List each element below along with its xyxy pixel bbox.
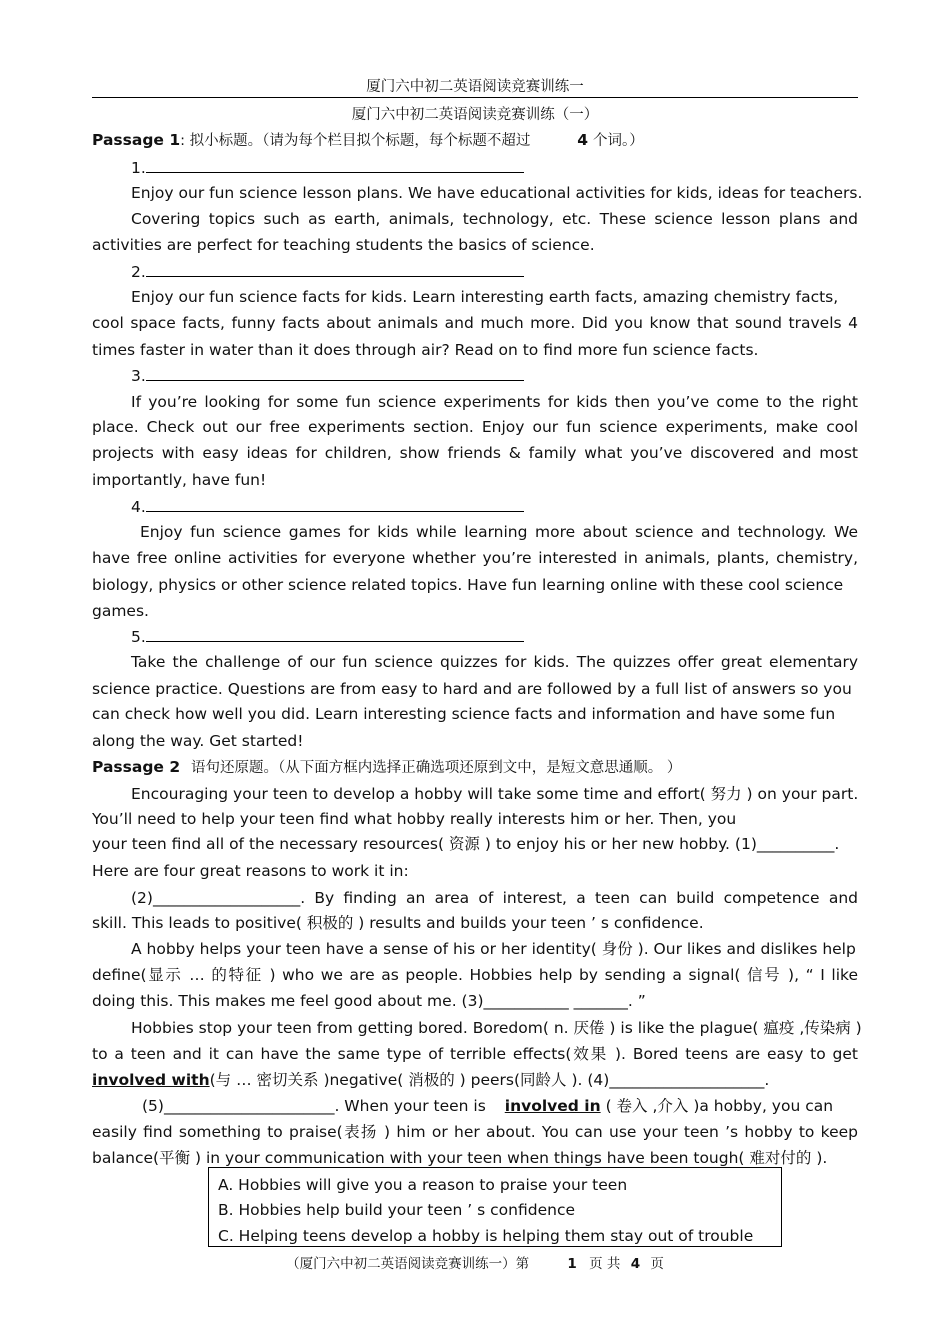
heading-blank-1[interactable]: 1.	[131, 158, 858, 178]
passage2-line: doing this. This makes me feel good about me. (3)___________ _______. ”	[92, 992, 646, 1010]
heading-blank-3[interactable]: 3.	[131, 366, 858, 386]
passage1-line: If you’re looking for some fun science experiments for kids then you’ve come to the right	[131, 393, 858, 411]
passage1-line: cool space facts, funny facts about animals and much more. Did you know that sound travels 4	[92, 314, 858, 332]
passage2-line: your teen find all of the necessary resources( 资源 ) to enjoy his or her new hobby. (1)__________.	[92, 835, 840, 853]
passage1-line: Enjoy fun science games for kids while learning more about science and technology. We	[140, 523, 858, 541]
page-number: 1	[567, 1256, 577, 1272]
passage1-instruction-end: 个词。）	[593, 133, 644, 149]
passage1-label: Passage 1	[92, 131, 181, 149]
page-total: 4	[630, 1256, 641, 1272]
passage1-line: activities are perfect for teaching students the basics of science.	[92, 236, 595, 254]
passage2-line: You’ll need to help your teen find what hobby really interests him or her. Then, you	[92, 810, 737, 828]
passage1-line: place. Check out our free experiments section. Enjoy our fun science experiments, make cool	[92, 418, 858, 436]
passage1-line: science practice. Questions are from easy to hard and are followed by a full list of answers so you	[92, 680, 852, 698]
passage1-line: can check how well you did. Learn interesting science facts and information and have some fun	[92, 705, 836, 723]
passage1-line: games.	[92, 602, 149, 620]
passage2-line-part: ( 卷入 ,介入 )a hobby, you can	[605, 1097, 834, 1115]
passage1-heading	[92, 130, 858, 151]
passage2-line: Hobbies stop your teen from getting bored. Boredom( n. 厌倦 ) is like the plague( 瘟疫 ,传染病 )	[131, 1019, 862, 1037]
passage2-line	[92, 1070, 858, 1090]
options-box	[208, 1167, 782, 1247]
passage1-line: times faster in water than it does through air? Read on to find more fun science facts.	[92, 341, 759, 359]
passage2-line: Here are four great reasons to work it in:	[92, 862, 409, 880]
passage2-line: easily find something to praise(表扬 ) him or her about. You can use your teen ’s hobby to keep	[92, 1123, 858, 1141]
passage2-instruction: 语句还原题。（从下面方框内选择正确选项还原到文中，是短文意思通顺。 ）	[191, 760, 682, 776]
passage1-line: along the way. Get started!	[92, 732, 304, 750]
passage1-line: Enjoy our fun science lesson plans. We have educational activities for kids, ideas for teachers.	[131, 184, 863, 202]
passage1-line: Take the challenge of our fun science quizzes for kids. The quizzes offer great elementary	[131, 653, 858, 671]
passage1-line: Covering topics such as earth, animals, technology, etc. These science lesson plans and	[131, 210, 858, 228]
heading-blank-5[interactable]: 5.	[131, 627, 858, 647]
passage1-line: importantly, have fun!	[92, 471, 267, 489]
heading-blank-4[interactable]: 4.	[131, 497, 858, 517]
passage2-line-part: (5)______________________. When your teen is	[142, 1097, 486, 1115]
passage1-line: Enjoy our fun science facts for kids. Learn interesting earth facts, amazing chemistry facts,	[131, 288, 839, 306]
phrase-involved-in: involved in	[504, 1097, 601, 1115]
phrase-involved-with: involved with	[92, 1071, 210, 1089]
passage2-line: define(显示 … 的特征 ) who we are as people. Hobbies help by sending a signal( 信号 ), “ I like	[92, 966, 858, 984]
passage1-instruction: : 拟小标题。（请为每个栏目拟个标题，每个标题不超过	[180, 133, 531, 149]
passage2-line: skill. This leads to positive( 积极的 ) results and builds your teen ’ s confidence.	[92, 914, 704, 932]
passage2-line: to a teen and it can have the same type of terrible effects(效果 ). Bored teens are easy to get	[92, 1045, 858, 1063]
passage1-line: biology, physics or other science related topics. Have fun learning online with these cool science	[92, 576, 844, 594]
passage2-line: balance(平衡 ) in your communication with your teen when things have been tough( 难对付的 ).	[92, 1149, 828, 1167]
passage2-line: A hobby helps your teen have a sense of his or her identity( 身份 ). Our likes and dislikes help	[131, 940, 856, 958]
passage1-line: projects with easy ideas for children, show friends & family what you’ve discovered and most	[92, 444, 858, 462]
page-footer: （厦门六中初二英语阅读竞赛训练一）第 1 页 共 4 页	[286, 1256, 664, 1272]
option-b[interactable]: B. Hobbies help build your teen ’ s confidence	[218, 1201, 576, 1219]
passage2-line: (2)___________________. By finding an area of interest, a teen can build competence and	[131, 889, 858, 907]
document-title: 厦门六中初二英语阅读竞赛训练（一）	[351, 107, 599, 123]
heading-blank-2[interactable]: 2.	[131, 262, 858, 282]
passage2-line-rest: (与 … 密切关系 )negative( 消极的 ) peers(同龄人 ). (4)____________________.	[209, 1071, 770, 1089]
passage2-label: Passage 2	[92, 758, 181, 776]
passage2-line	[142, 1096, 858, 1116]
passage2-heading	[92, 757, 858, 778]
running-header: 厦门六中初二英语阅读竞赛训练一	[366, 79, 584, 95]
passage2-line: Encouraging your teen to develop a hobby will take some time and effort( 努力 ) on your part.	[131, 785, 859, 803]
option-c[interactable]: C. Helping teens develop a hobby is helping them stay out of trouble	[218, 1227, 754, 1245]
passage1-word-limit: 4	[577, 131, 589, 149]
passage1-line: have free online activities for everyone whether you’re interested in animals, plants, chemistry,	[92, 549, 858, 567]
header-rule	[92, 97, 858, 98]
option-a[interactable]: A. Hobbies will give you a reason to praise your teen	[218, 1176, 628, 1194]
